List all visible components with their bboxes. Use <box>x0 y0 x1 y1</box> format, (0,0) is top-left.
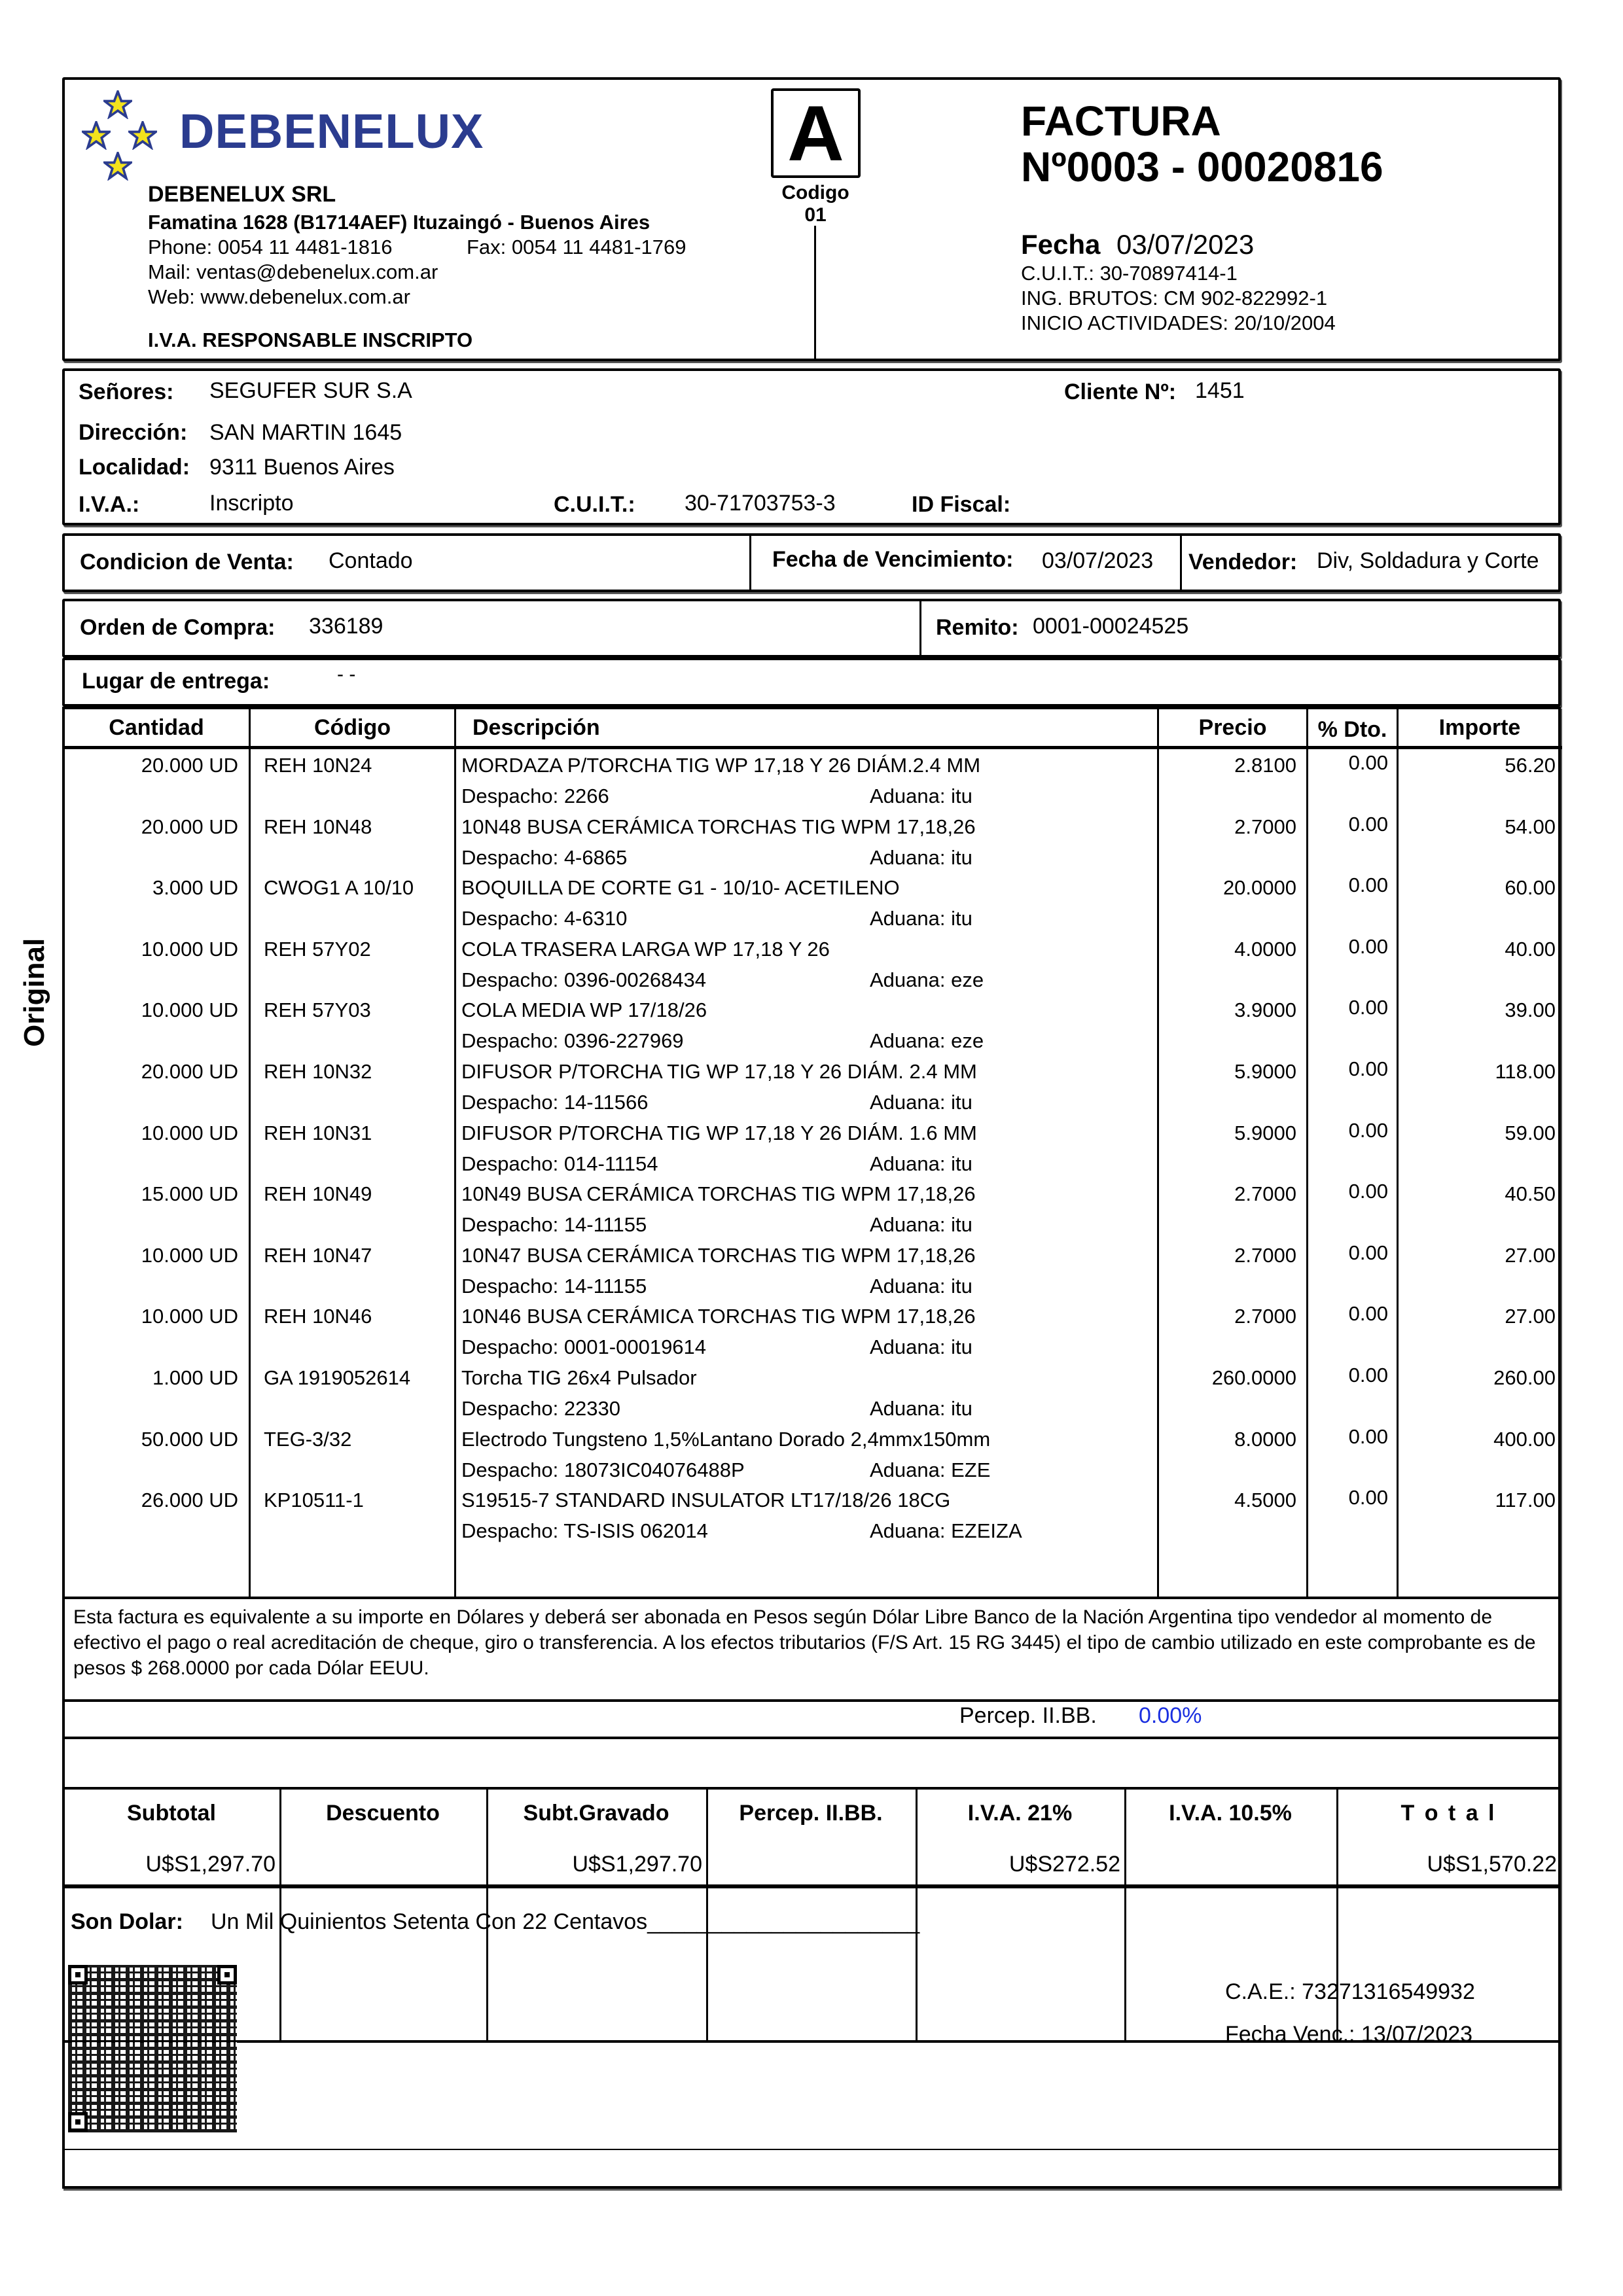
row-precio: 5.9000 <box>1234 1122 1296 1144</box>
invoice-letter: A <box>787 89 844 177</box>
row-dto: 0.00 <box>1348 935 1388 958</box>
row-descripcion: 10N46 BUSA CERÁMICA TORCHAS TIG WPM 17,18,26 <box>461 1305 976 1328</box>
logo-star-icon <box>103 90 132 119</box>
col-divider-codigo <box>454 708 456 1601</box>
cae-due-date: Fecha Venc.: 13/07/2023 <box>1225 2022 1473 2047</box>
row-cantidad: 10.000 UD <box>141 1122 238 1144</box>
header-codigo: Código <box>313 715 391 740</box>
row-dto: 0.00 <box>1348 1302 1388 1325</box>
row-despacho: Despacho: 14-11566 <box>461 1091 649 1114</box>
row-importe: 40.50 <box>1505 1182 1556 1205</box>
fecha-vencimiento-value: 03/07/2023 <box>1042 548 1154 573</box>
row-dto: 0.00 <box>1348 1119 1388 1142</box>
row-precio: 4.0000 <box>1234 938 1296 961</box>
row-despacho: Despacho: 2266 <box>461 785 609 807</box>
sale-divider-2 <box>1180 536 1182 591</box>
totals-header-descuento: Descuento <box>326 1801 440 1826</box>
row-precio: 2.8100 <box>1234 754 1296 777</box>
company-ing-brutos: ING. BRUTOS: CM 902-822992-1 <box>1021 287 1328 309</box>
row-codigo: REH 10N46 <box>264 1305 372 1328</box>
row-descripcion: 10N47 BUSA CERÁMICA TORCHAS TIG WPM 17,18,26 <box>461 1244 976 1267</box>
fecha-vencimiento-label: Fecha de Vencimiento: <box>772 547 1014 572</box>
row-descripcion: DIFUSOR P/TORCHA TIG WP 17,18 Y 26 DIÁM. 1.6 MM <box>461 1122 977 1144</box>
row-cantidad: 3.000 UD <box>152 876 238 899</box>
row-codigo: CWOG1 A 10/10 <box>264 876 414 899</box>
totals-value-total: U$S1,570.22 <box>1427 1852 1557 1877</box>
row-precio: 2.7000 <box>1234 1244 1296 1267</box>
remito-value: 0001-00024525 <box>1033 614 1189 639</box>
row-dto: 0.00 <box>1348 813 1388 836</box>
row-cantidad: 1.000 UD <box>152 1366 238 1389</box>
col-divider-cantidad <box>249 708 251 1601</box>
cae-number: C.A.E.: 73271316549932 <box>1225 1979 1475 2004</box>
row-cantidad: 20.000 UD <box>141 1060 238 1083</box>
header-cantidad: Cantidad <box>109 715 204 740</box>
row-cantidad: 20.000 UD <box>141 754 238 777</box>
row-cantidad: 10.000 UD <box>141 1244 238 1267</box>
row-codigo: REH 10N24 <box>264 754 372 777</box>
qr-finder-icon <box>68 2112 88 2132</box>
totals-header-subtotal: Subtotal <box>127 1801 216 1826</box>
row-aduana: Aduana: itu <box>870 907 972 930</box>
row-codigo: GA 1919052614 <box>264 1366 411 1389</box>
codigo-value: 01 <box>804 204 827 226</box>
condicion-venta-label: Condicion de Venta: <box>80 550 294 574</box>
row-precio: 2.7000 <box>1234 1182 1296 1205</box>
totals-divider <box>1124 1790 1126 2041</box>
row-despacho: Despacho: 22330 <box>461 1397 621 1420</box>
header-descripcion: Descripción <box>473 715 600 740</box>
row-aduana: Aduana: EZEIZA <box>870 1519 1022 1542</box>
company-address: Famatina 1628 (B1714AEF) Ituzaingó - Buenos Aires <box>148 211 651 234</box>
son-dolar-value: Un Mil Quinientos Setenta Con 22 Centavos______________________ <box>211 1909 920 1934</box>
iva-label: I.V.A.: <box>79 492 140 517</box>
row-cantidad: 50.000 UD <box>141 1428 238 1451</box>
row-descripcion: COLA MEDIA WP 17/18/26 <box>461 998 707 1021</box>
row-importe: 400.00 <box>1493 1428 1556 1451</box>
row-cantidad: 10.000 UD <box>141 1305 238 1328</box>
customer-locality: 9311 Buenos Aires <box>209 455 395 480</box>
row-descripcion: Electrodo Tungsteno 1,5%Lantano Dorado 2,4mmx150mm <box>461 1428 991 1451</box>
row-dto: 0.00 <box>1348 1425 1388 1448</box>
row-codigo: REH 10N48 <box>264 815 372 838</box>
company-phone: Phone: 0054 11 4481-1816 <box>148 236 393 258</box>
header-importe: Importe <box>1438 715 1521 740</box>
totals-header-total: T o t a l <box>1400 1801 1497 1826</box>
totals-header-subt-gravado: Subt.Gravado <box>523 1801 669 1826</box>
row-dto: 0.00 <box>1348 1364 1388 1386</box>
senores-label: Señores: <box>79 380 174 404</box>
row-descripcion: 10N49 BUSA CERÁMICA TORCHAS TIG WPM 17,18,26 <box>461 1182 976 1205</box>
row-codigo: REH 10N49 <box>264 1182 372 1205</box>
totals-value-iva-21: U$S272.52 <box>1008 1852 1120 1877</box>
row-codigo: REH 10N31 <box>264 1122 372 1144</box>
row-despacho: Despacho: 014-11154 <box>461 1152 658 1175</box>
row-aduana: Aduana: itu <box>870 1091 972 1114</box>
row-dto: 0.00 <box>1348 996 1388 1019</box>
items-table <box>62 707 1561 1606</box>
row-importe: 39.00 <box>1505 998 1556 1021</box>
row-importe: 59.00 <box>1505 1122 1556 1144</box>
orden-compra-label: Orden de Compra: <box>80 615 276 640</box>
header-precio: Precio <box>1198 715 1267 740</box>
company-inicio-actividades: INICIO ACTIVIDADES: 20/10/2004 <box>1021 311 1336 334</box>
orden-compra-value: 336189 <box>309 614 383 639</box>
row-aduana: Aduana: itu <box>870 1213 972 1236</box>
qr-finder-icon <box>217 1965 237 1985</box>
sale-divider-1 <box>749 536 751 591</box>
row-descripcion: MORDAZA P/TORCHA TIG WP 17,18 Y 26 DIÁM.2.4 MM <box>461 754 981 777</box>
company-cuit: C.U.I.T.: 30-70897414-1 <box>1021 262 1238 285</box>
lugar-entrega-label: Lugar de entrega: <box>82 669 270 694</box>
customer-name: SEGUFER SUR S.A <box>209 378 412 403</box>
row-codigo: REH 10N47 <box>264 1244 372 1267</box>
row-aduana: Aduana: itu <box>870 846 972 869</box>
row-cantidad: 10.000 UD <box>141 998 238 1021</box>
header-divider <box>814 226 816 360</box>
row-precio: 5.9000 <box>1234 1060 1296 1083</box>
totals-value-subtotal: U$S1,297.70 <box>145 1852 276 1877</box>
row-descripcion: 10N48 BUSA CERÁMICA TORCHAS TIG WPM 17,18,26 <box>461 815 976 838</box>
son-dolar-label: Son Dolar: <box>71 1909 183 1934</box>
row-dto: 0.00 <box>1348 1486 1388 1509</box>
row-despacho: Despacho: 0396-00268434 <box>461 968 707 991</box>
cliente-number: 1451 <box>1195 378 1245 403</box>
vendedor-label: Vendedor: <box>1188 550 1298 574</box>
row-codigo: REH 57Y02 <box>264 938 371 961</box>
row-despacho: Despacho: 14-11155 <box>461 1213 647 1236</box>
row-despacho: Despacho: 0396-227969 <box>461 1029 684 1052</box>
row-aduana: Aduana: eze <box>870 1029 984 1052</box>
percep-box <box>62 1699 1561 1740</box>
row-aduana: Aduana: EZE <box>870 1458 991 1481</box>
blank-box <box>62 1737 1561 1791</box>
company-iva-condition: I.V.A. RESPONSABLE INSCRIPTO <box>148 328 473 351</box>
codigo-label: Codigo <box>781 182 849 203</box>
row-aduana: Aduana: eze <box>870 968 984 991</box>
row-importe: 27.00 <box>1505 1305 1556 1328</box>
items-header-separator <box>63 746 1562 749</box>
condicion-venta-value: Contado <box>329 548 413 573</box>
afip-qr-code <box>68 1965 237 2132</box>
row-importe: 56.20 <box>1505 754 1556 777</box>
id-fiscal-label: ID Fiscal: <box>912 492 1011 517</box>
row-precio: 8.0000 <box>1234 1428 1296 1451</box>
logo-star-icon <box>82 121 111 150</box>
invoice-number: Nº0003 - 00020816 <box>1021 143 1383 190</box>
row-precio: 20.0000 <box>1222 876 1296 899</box>
row-descripcion: COLA TRASERA LARGA WP 17,18 Y 26 <box>461 938 830 961</box>
invoice-date: 03/07/2023 <box>1116 229 1255 260</box>
row-precio: 2.7000 <box>1234 1305 1296 1328</box>
row-codigo: TEG-3/32 <box>264 1428 352 1451</box>
row-dto: 0.00 <box>1348 874 1388 896</box>
qr-finder-icon <box>68 1965 88 1985</box>
customer-address: SAN MARTIN 1645 <box>209 420 402 445</box>
row-importe: 54.00 <box>1505 815 1556 838</box>
row-despacho: Despacho: 18073IC04076488P <box>461 1458 745 1481</box>
invoice-title: FACTURA <box>1021 97 1221 145</box>
row-importe: 118.00 <box>1495 1060 1556 1083</box>
cliente-label: Cliente Nº: <box>1064 380 1177 404</box>
footer-line <box>63 2149 1561 2150</box>
header-dto: % Dto. <box>1317 717 1387 742</box>
col-divider-precio <box>1306 708 1308 1601</box>
totals-value-subt-gravado: U$S1,297.70 <box>572 1852 702 1877</box>
company-logo: DEBENELUX <box>179 104 484 158</box>
original-copy-label: Original <box>18 938 50 1047</box>
customer-iva: Inscripto <box>209 491 294 516</box>
row-importe: 260.00 <box>1493 1366 1556 1389</box>
row-codigo: KP10511-1 <box>264 1489 364 1511</box>
row-descripcion: BOQUILLA DE CORTE G1 - 10/10- ACETILENO <box>461 876 900 899</box>
row-descripcion: S19515-7 STANDARD INSULATOR LT17/18/26 18CG <box>461 1489 951 1511</box>
row-dto: 0.00 <box>1348 1180 1388 1203</box>
totals-header-iva-21: I.V.A. 21% <box>967 1801 1073 1826</box>
row-cantidad: 26.000 UD <box>141 1489 238 1511</box>
row-despacho: Despacho: 14-11155 <box>461 1275 647 1298</box>
percep-label: Percep. II.BB. <box>959 1703 1097 1728</box>
lugar-entrega-value: - - <box>337 663 356 685</box>
cae-box <box>62 2040 1561 2189</box>
logo-star-icon <box>103 152 132 181</box>
totals-header-iva-105: I.V.A. 10.5% <box>1169 1801 1292 1826</box>
row-dto: 0.00 <box>1348 1241 1388 1264</box>
exchange-note: Esta factura es equivalente a su importe en Dólares y deberá ser abonada en Pesos según Dólar Libre Banco de la Nación Argentina tipo vendedor al momento de efectivo el pago o real acreditación de cheque, giro o transferencia. A los efectos tributarios (F/S Art. 15 RG 3445) el tipo de cambio utilizado en este comprobante es de pesos $ 268.0000 por cada Dólar EEUU. <box>73 1606 1536 1679</box>
order-box <box>62 599 1561 658</box>
invoice-date-label: Fecha <box>1021 229 1101 260</box>
row-importe: 117.00 <box>1495 1489 1556 1511</box>
row-precio: 2.7000 <box>1234 815 1296 838</box>
row-cantidad: 20.000 UD <box>141 815 238 838</box>
row-aduana: Aduana: itu <box>870 1275 972 1298</box>
totals-header-percep-iibb: Percep. II.BB. <box>739 1801 883 1826</box>
col-divider-dto <box>1397 708 1399 1601</box>
percep-value: 0.00% <box>1139 1703 1202 1728</box>
delivery-box <box>62 658 1561 707</box>
row-codigo: REH 10N32 <box>264 1060 372 1083</box>
row-descripcion: Torcha TIG 26x4 Pulsador <box>461 1366 697 1389</box>
row-importe: 27.00 <box>1505 1244 1556 1267</box>
vendedor-value: Div, Soldadura y Corte <box>1317 548 1539 573</box>
logo-star-icon <box>128 121 157 150</box>
row-precio: 4.5000 <box>1234 1489 1296 1511</box>
row-precio: 3.9000 <box>1234 998 1296 1021</box>
row-importe: 60.00 <box>1505 876 1556 899</box>
row-descripcion: DIFUSOR P/TORCHA TIG WP 17,18 Y 26 DIÁM. 2.4 MM <box>461 1060 977 1083</box>
company-mail: Mail: ventas@debenelux.com.ar <box>148 260 438 283</box>
row-codigo: REH 57Y03 <box>264 998 371 1021</box>
row-despacho: Despacho: TS-ISIS 062014 <box>461 1519 708 1542</box>
row-dto: 0.00 <box>1348 1057 1388 1080</box>
company-web: Web: www.debenelux.com.ar <box>148 285 410 308</box>
row-aduana: Aduana: itu <box>870 785 972 807</box>
remito-label: Remito: <box>936 615 1019 640</box>
invoice-letter-box <box>771 88 861 178</box>
customer-cuit: 30-71703753-3 <box>685 491 836 516</box>
row-despacho: Despacho: 0001-00019614 <box>461 1335 707 1358</box>
row-importe: 40.00 <box>1505 938 1556 961</box>
row-cantidad: 15.000 UD <box>141 1182 238 1205</box>
customer-cuit-label: C.U.I.T.: <box>554 492 635 517</box>
company-fax: Fax: 0054 11 4481-1769 <box>467 236 687 258</box>
direccion-label: Dirección: <box>79 420 188 445</box>
col-divider-descripcion <box>1157 708 1159 1601</box>
row-aduana: Aduana: itu <box>870 1152 972 1175</box>
company-name: DEBENELUX SRL <box>148 182 336 207</box>
row-cantidad: 10.000 UD <box>141 938 238 961</box>
localidad-label: Localidad: <box>79 455 190 480</box>
order-divider <box>919 601 921 656</box>
row-despacho: Despacho: 4-6865 <box>461 846 628 869</box>
row-precio: 260.0000 <box>1211 1366 1296 1389</box>
row-dto: 0.00 <box>1348 751 1388 774</box>
row-despacho: Despacho: 4-6310 <box>461 907 628 930</box>
row-aduana: Aduana: itu <box>870 1335 972 1358</box>
row-aduana: Aduana: itu <box>870 1397 972 1420</box>
